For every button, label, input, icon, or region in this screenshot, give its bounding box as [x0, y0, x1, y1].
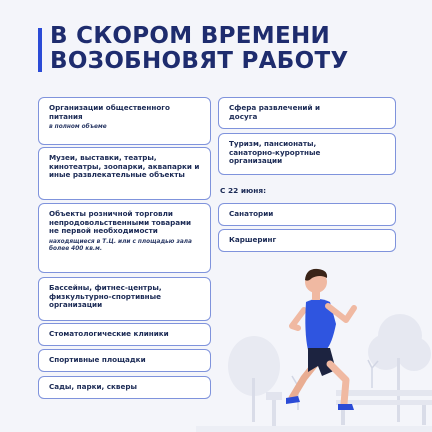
running-man-icon [196, 248, 432, 432]
card-dental [38, 323, 211, 346]
card-retail-note: находящиеся в Т.Ц. или с площадью зала более 400 кв.м. [49, 238, 192, 253]
card-sanatoriums-text: Санатории [229, 209, 274, 218]
card-carsharing-text: Каршеринг [229, 235, 277, 244]
card-parks-text: Сады, парки, скверы [49, 382, 137, 391]
runner [286, 269, 354, 410]
card-retail-text: Объекты розничной торговли непродовольственными товарами не первой необходимости [49, 209, 192, 236]
card-pools [38, 277, 211, 321]
card-dental-text: Стоматологические клиники [49, 329, 169, 338]
title-accent-bar [38, 28, 42, 72]
card-catering-note: в полном объеме [49, 124, 107, 131]
card-entertainment-text: Сфера развлечений и досуга [229, 103, 321, 121]
card-sanatoriums [218, 203, 396, 226]
card-museums [38, 147, 211, 200]
card-retail [38, 203, 211, 273]
card-catering [38, 97, 211, 145]
card-sports-grounds-text: Спортивные площадки [49, 355, 146, 364]
card-tourism-text: Туризм, пансионаты, санаторно-курортные организации [229, 139, 321, 166]
page-title: В СКОРОМ ВРЕМЕНИ ВОЗОБНОВЯТ РАБОТУ [50, 23, 349, 74]
card-catering-text: Организации общественного питания [49, 103, 170, 121]
june22-label: С 22 июня: [220, 186, 267, 195]
card-pools-text: Бассейны, фитнес-центры, физкультурно-спортивные организации [49, 283, 162, 310]
card-entertainment [218, 97, 396, 129]
card-sports-grounds [38, 349, 211, 372]
card-parks [38, 376, 211, 399]
card-tourism [218, 133, 396, 175]
card-museums-text: Музеи, выставки, театры, кинотеатры, зоопарки, аквапарки и иные развлекательные объекты [49, 153, 200, 180]
